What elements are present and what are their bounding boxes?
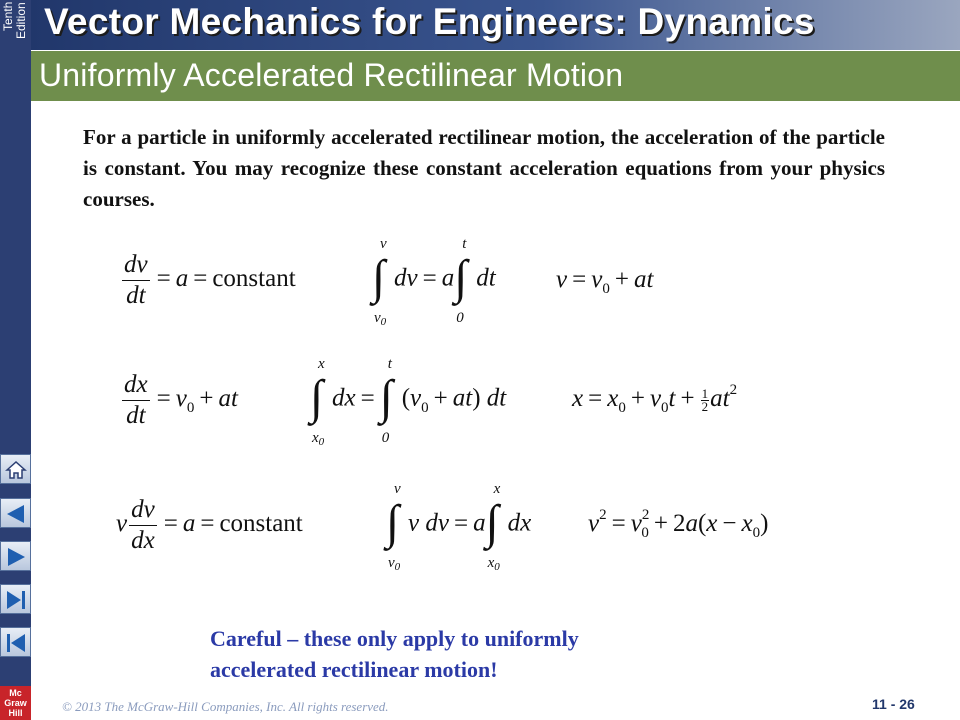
logo-line-2: Graw [4,698,27,708]
equation-velocity-result: $v = v_0$ + at [556,266,654,297]
equation-dv-dt: $\frac{dv}{dt}$ = a = constant [124,251,296,309]
sidebar [0,0,31,720]
caution-note [210,623,710,685]
equation-integral-v: ∫ v $v_0$ dv = a ∫ t 0 dt [372,236,496,328]
last-icon [4,588,28,612]
equation-v-dv-dx: v $\frac{dv}{dx}$ = a = constant [116,496,303,554]
next-button[interactable] [0,541,31,571]
equation-integral-x: ∫ x $x_0$ dx = ∫ t 0 $(v_0 + at)$ dt [310,356,507,448]
return-button[interactable] [0,627,31,657]
caution-line-1: Careful – these only apply to uniformly [210,626,579,651]
last-slide-button[interactable] [0,584,31,614]
half-denominator: 2 [701,398,709,414]
edition-label [2,2,30,60]
home-button[interactable] [0,454,31,484]
mcgraw-hill-logo [0,686,31,720]
home-icon [4,458,28,482]
previous-button[interactable] [0,498,31,528]
equation-integral-v-dv: ∫ v $v_0$ v dv = a ∫ x $x_0$ dx [386,481,532,573]
equation-velocity-squared-result: $v^2 = v^2_0 + 2a(x - x_0)$ [588,507,769,541]
logo-line-3: Hill [8,708,23,718]
intro-paragraph: For a particle in uniformly accelerated rectilinear motion, the acceleration of the particle is constant. You may recognize these constant acceleration equations from your physics courses. [83,125,885,211]
next-icon [4,545,28,569]
half-numerator: 1 [701,385,709,401]
return-icon [4,631,28,655]
equation-dx-dt: $\frac{dx}{dt}$ = $v_0$ + at [124,371,238,429]
page-number: 11 - 26 [872,696,915,712]
slide-title: Vector Mechanics for Engineers: Dynamics [44,1,815,42]
edition-line-1: Tenth [1,2,15,32]
edition-line-2: Edition [14,2,28,39]
logo-line-1: Mc [9,688,22,698]
copyright: © 2013 The McGraw-Hill Companies, Inc. All rights reserved. [62,699,389,714]
equation-position-result: $x = x_0 + v_0t$ + $\frac{1}{2}$ $at^2$ [572,382,738,416]
previous-icon [4,502,28,526]
caution-line-2: accelerated rectilinear motion! [210,657,498,682]
slide-subtitle: Uniformly Accelerated Rectilinear Motion [39,57,624,93]
